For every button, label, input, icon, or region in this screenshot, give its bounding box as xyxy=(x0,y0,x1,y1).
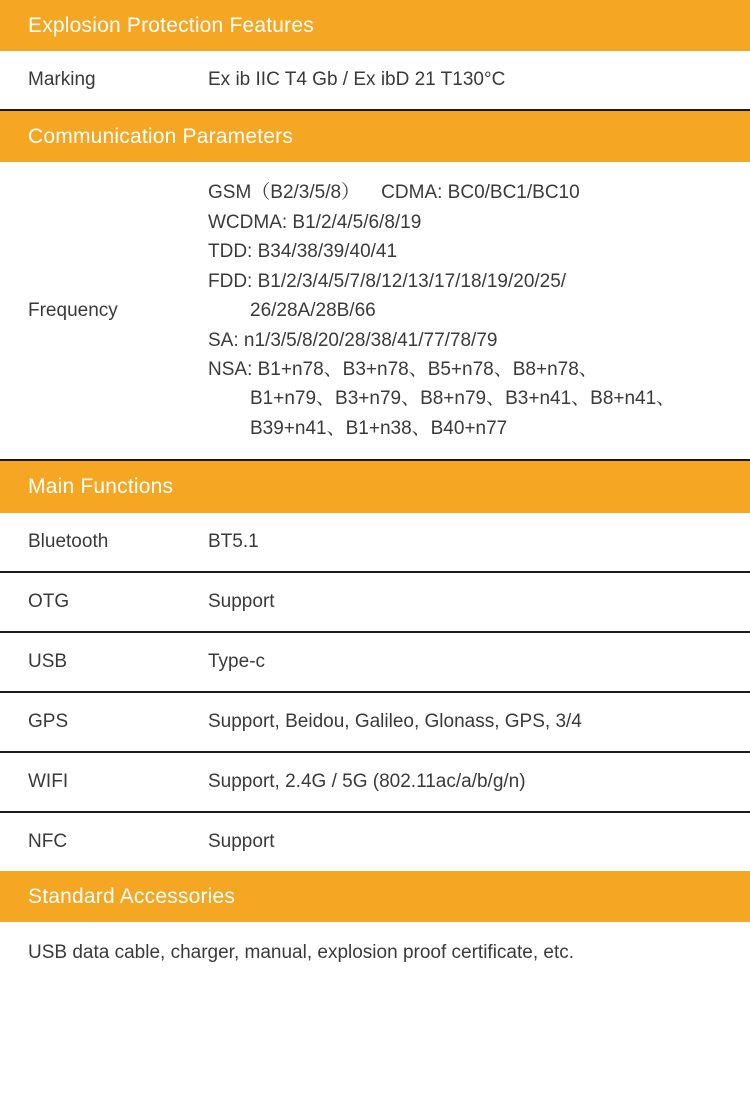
row-value: Support, 2.4G / 5G (802.11ac/a/b/g/n) xyxy=(208,770,526,792)
frequency-line: NSA: B1+n78、B3+n78、B5+n78、B8+n78、 xyxy=(208,359,598,380)
row-value: Support xyxy=(208,590,275,612)
frequency-line: TDD: B34/38/39/40/41 xyxy=(208,241,398,263)
section-header-standard-accessories: Standard Accessories xyxy=(0,871,750,922)
row-value: BT5.1 xyxy=(208,530,259,552)
table-row xyxy=(0,513,750,573)
frequency-line: 26/28A/28B/66 xyxy=(250,300,376,322)
row-label: Marking xyxy=(28,69,96,91)
row-value: Support, Beidou, Galileo, Glonass, GPS, 3/4 xyxy=(208,710,582,732)
standard-accessories-note: USB data cable, charger, manual, explosion proof certificate, etc. xyxy=(28,941,575,963)
row-value xyxy=(208,162,750,459)
section-header-main-functions: Main Functions xyxy=(0,461,750,512)
table-row xyxy=(0,753,750,813)
row-label: NFC xyxy=(28,830,68,852)
row-label: WIFI xyxy=(28,770,69,792)
row-value: Type-c xyxy=(208,650,266,672)
row-label: USB xyxy=(28,650,68,672)
section-header-communication-parameters: Communication Parameters xyxy=(0,111,750,162)
row-label: GPS xyxy=(28,710,69,732)
frequency-line: B1+n79、B3+n79、B8+n79、B3+n41、B8+n41、 xyxy=(250,388,676,410)
table-row xyxy=(0,573,750,633)
row-label: Frequency xyxy=(28,299,118,321)
table-row-frequency xyxy=(0,162,750,461)
frequency-line: B39+n41、B1+n38、B40+n77 xyxy=(250,417,508,439)
frequency-line: FDD: B1/2/3/4/5/7/8/12/13/17/18/19/20/25/ xyxy=(208,270,567,292)
frequency-line: GSM（B2/3/5/8） CDMA: BC0/BC1/BC10 xyxy=(208,182,580,204)
table-row xyxy=(0,813,750,871)
frequency-line: WCDMA: B1/2/4/5/6/8/19 xyxy=(208,211,422,233)
row-label: Bluetooth xyxy=(28,530,109,552)
row-value: Support xyxy=(208,830,275,852)
table-row xyxy=(0,693,750,753)
row-label: OTG xyxy=(28,590,70,612)
section-header-explosion-protection: Explosion Protection Features xyxy=(0,0,750,51)
table-row xyxy=(0,633,750,693)
table-row xyxy=(0,51,750,111)
frequency-line: SA: n1/3/5/8/20/28/38/41/77/78/79 xyxy=(208,329,498,351)
row-value: Ex ib IIC T4 Gb / Ex ibD 21 T130°C xyxy=(208,69,506,91)
